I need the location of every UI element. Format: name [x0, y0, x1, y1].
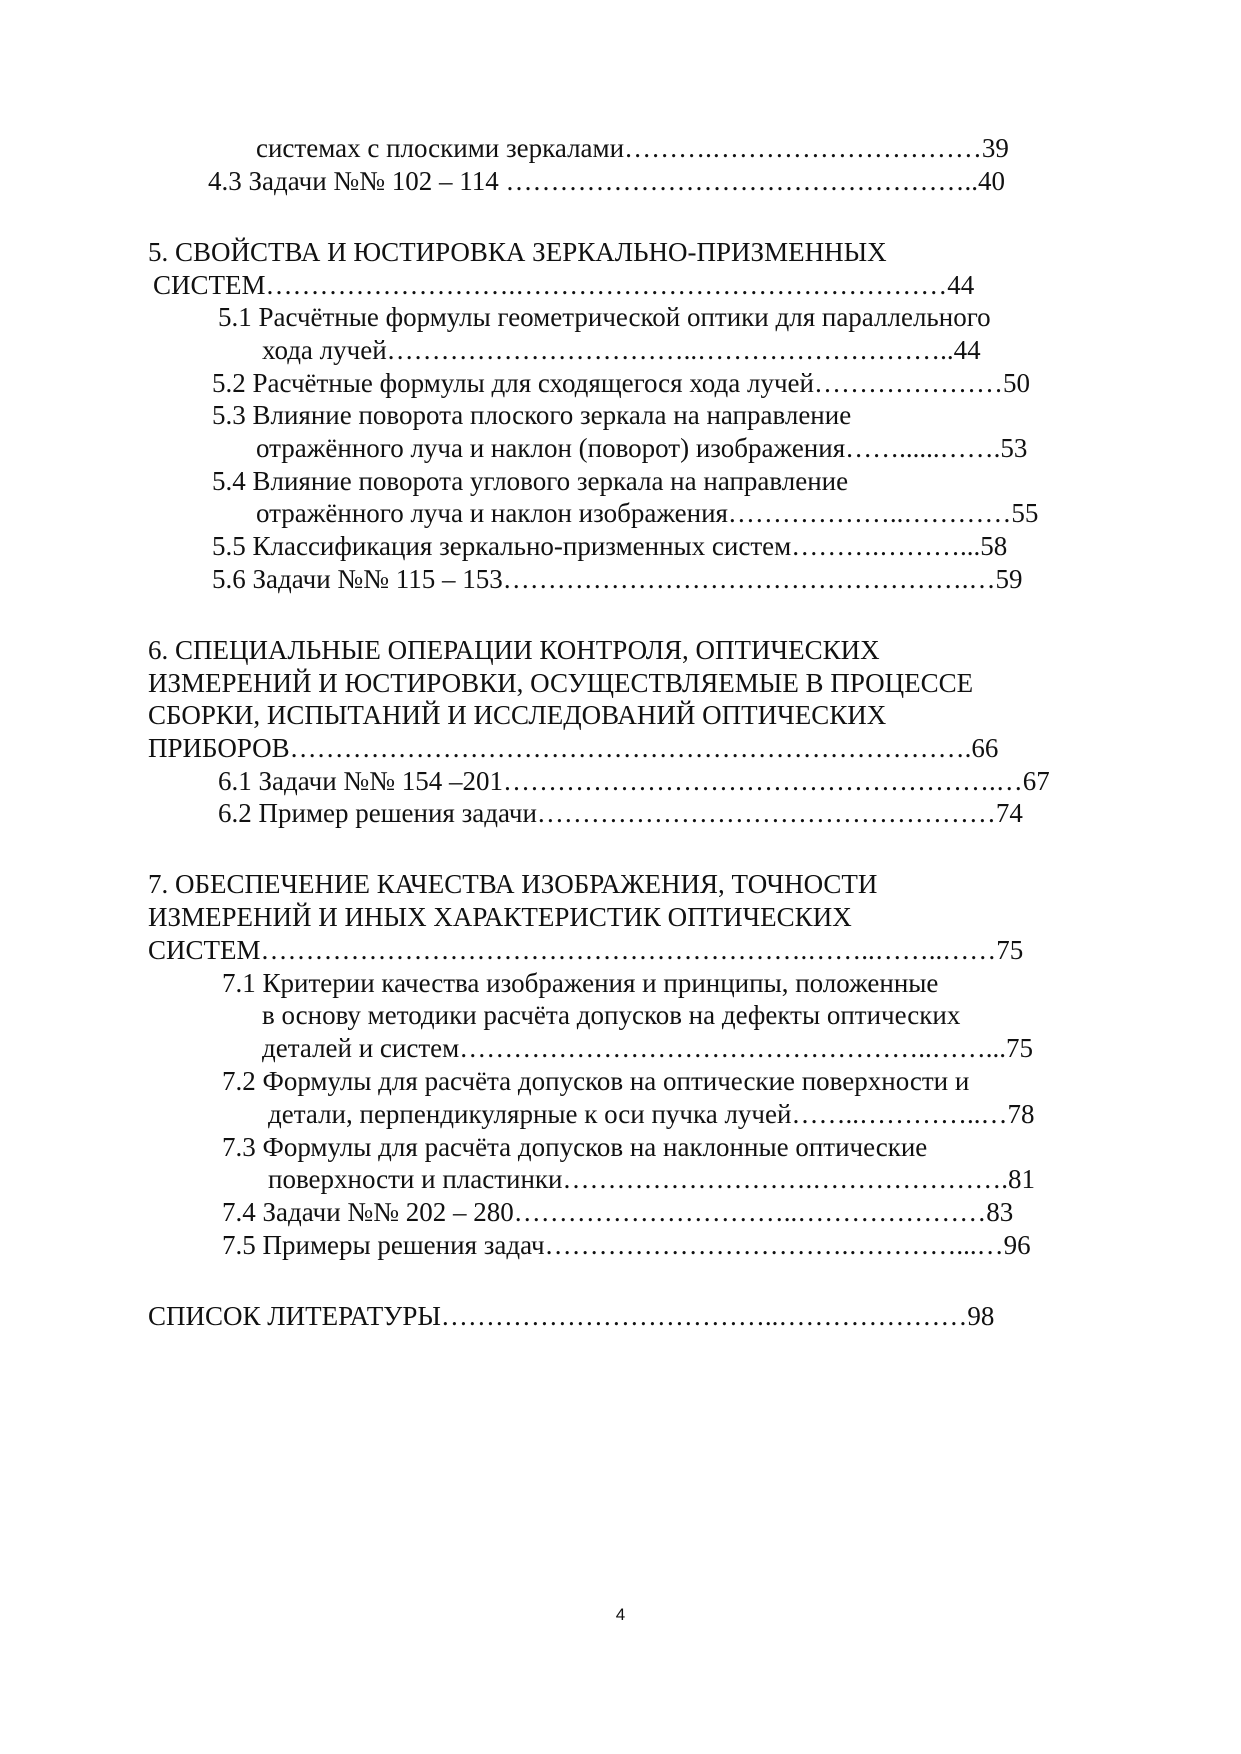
toc-entry-7-3-cont: поверхности и пластинки……………………….………………….81	[268, 1164, 1035, 1194]
toc-entry-5-5: 5.5 Классификация зеркально-призменных систем……….………...58	[212, 531, 1008, 561]
toc-entry-5-3: 5.3 Влияние поворота плоского зеркала на направление	[212, 400, 852, 430]
toc-section-7-heading-cont-1: ИЗМЕРЕНИЙ И ИНЫХ ХАРАКТЕРИСТИК ОПТИЧЕСКИХ	[148, 902, 852, 932]
toc-entry-5-1: 5.1 Расчётные формулы геометрической оптики для параллельного	[218, 302, 991, 332]
toc-section-5-heading: 5. СВОЙСТВА И ЮСТИРОВКА ЗЕРКАЛЬНО-ПРИЗМЕННЫХ	[148, 237, 887, 267]
toc-entry-4-3: 4.3 Задачи №№ 102 – 114 ……………………………………………..40	[208, 166, 1005, 196]
toc-entry-5-2: 5.2 Расчётные формулы для сходящегося хода лучей…………………50	[212, 368, 1030, 398]
toc-entry-7-1-cont-2: деталей и систем……………………………………………..……...75	[262, 1033, 1033, 1063]
toc-section-5-heading-cont: СИСТЕМ……………………….…………………………………………44	[153, 270, 975, 300]
toc-entry-7-1: 7.1 Критерии качества изображения и принципы, положенные	[222, 968, 939, 998]
toc-entry-5-4: 5.4 Влияние поворота углового зеркала на направление	[212, 466, 849, 496]
page-number: 4	[615, 1605, 626, 1624]
toc-section-7-heading: 7. ОБЕСПЕЧЕНИЕ КАЧЕСТВА ИЗОБРАЖЕНИЯ, ТОЧНОСТИ	[148, 869, 878, 899]
toc-entry-5-1-cont: хода лучей……………………………..………………………..44	[262, 335, 981, 365]
toc-section-6-heading-cont-3: ПРИБОРОВ………………………………………………………………….66	[148, 733, 999, 763]
toc-entry-4-2-cont: системах с плоскими зеркалами……….…………………………39	[256, 133, 1009, 163]
toc-entry-7-3: 7.3 Формулы для расчёта допусков на наклонные оптические	[222, 1132, 928, 1162]
toc-entry-7-1-cont-1: в основу методики расчёта допусков на дефекты оптических	[262, 1000, 961, 1030]
toc-section-7-heading-cont-2: СИСТЕМ…………………………………………………….……..……..……75	[148, 935, 1024, 965]
toc-entry-7-2-cont: детали, перпендикулярные к оси пучка лучей……..…………..…78	[268, 1099, 1035, 1129]
toc-entry-6-2: 6.2 Пример решения задачи……………………………………………74	[218, 798, 1023, 828]
toc-entry-7-4: 7.4 Задачи №№ 202 – 280…………………………..…………………83	[222, 1197, 1014, 1227]
toc-entry-5-3-cont: отражённого луча и наклон (поворот) изображения……......…….53	[256, 433, 1028, 463]
toc-references: СПИСОК ЛИТЕРАТУРЫ………………………………..…………………98	[148, 1301, 995, 1331]
toc-entry-5-6: 5.6 Задачи №№ 115 – 153…………………………………………….…59	[212, 564, 1023, 594]
toc-section-6-heading: 6. СПЕЦИАЛЬНЫЕ ОПЕРАЦИИ КОНТРОЛЯ, ОПТИЧЕСКИХ	[148, 635, 880, 665]
toc-entry-5-4-cont: отражённого луча и наклон изображения………………..…………55	[256, 498, 1039, 528]
toc-entry-7-5: 7.5 Примеры решения задач…………………………….…………...…96	[222, 1230, 1031, 1260]
toc-section-6-heading-cont-1: ИЗМЕРЕНИЙ И ЮСТИРОВКИ, ОСУЩЕСТВЛЯЕМЫЕ В ПРОЦЕССЕ	[148, 668, 974, 698]
toc-section-6-heading-cont-2: СБОРКИ, ИСПЫТАНИЙ И ИССЛЕДОВАНИЙ ОПТИЧЕСКИХ	[148, 700, 887, 730]
toc-entry-7-2: 7.2 Формулы для расчёта допусков на оптические поверхности и	[222, 1066, 970, 1096]
toc-entry-6-1: 6.1 Задачи №№ 154 –201……………………………………………….…67	[218, 766, 1050, 796]
